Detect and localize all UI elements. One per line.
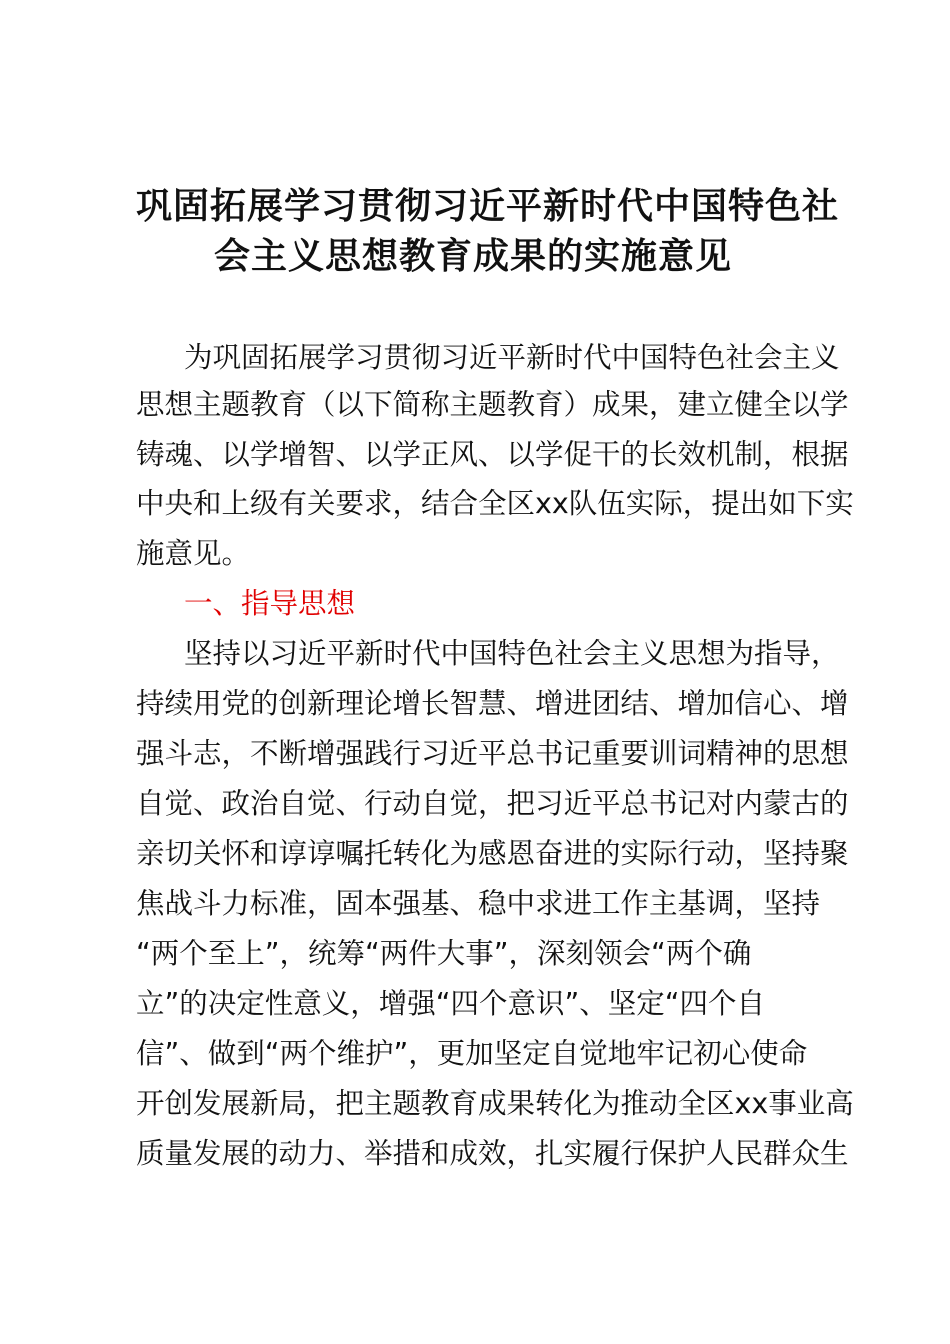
section-line-11: 质量发展的动力、举措和成效，扎实履行保护人民群众生 <box>136 1137 849 1170</box>
intro-line-4: 中央和上级有关要求，结合全区xx队伍实际，提出如下实 <box>136 487 854 520</box>
section-line-6: 焦战斗力标准，固本强基、稳中求进工作主基调，坚持 <box>136 887 821 920</box>
intro-line-5: 施意见。 <box>136 537 251 570</box>
intro-line-2: 思想主题教育（以下简称主题教育）成果，建立健全以学 <box>136 388 849 421</box>
section-line-10: 开创发展新局，把主题教育成果转化为推动全区xx事业高 <box>136 1087 854 1120</box>
document-title-line-2: 会主义思想教育成果的实施意见 <box>214 236 733 277</box>
intro-line-1: 为巩固拓展学习贯彻习近平新时代中国特色社会主义 <box>184 341 840 374</box>
section-heading: 一、指导思想 <box>184 587 356 620</box>
section-line-2: 持续用党的创新理论增长智慧、增进团结、增加信心、增 <box>136 687 849 720</box>
section-line-3: 强斗志，不断增强践行习近平总书记重要训词精神的思想 <box>136 737 849 770</box>
section-line-1: 坚持以习近平新时代中国特色社会主义思想为指导， <box>184 637 840 670</box>
section-line-8: 立”的决定性意义，增强“四个意识”、坚定“四个自 <box>136 987 766 1020</box>
section-line-4: 自觉、政治自觉、行动自觉，把习近平总书记对内蒙古的 <box>136 787 849 820</box>
document-title-line-1: 巩固拓展学习贯彻习近平新时代中国特色社 <box>136 186 840 227</box>
section-line-9: 信”、做到“两个维护”，更加坚定自觉地牢记初心使命 <box>136 1037 808 1070</box>
section-line-7: “两个至上”，统筹“两件大事”，深刻领会“两个确 <box>136 937 752 970</box>
section-line-5: 亲切关怀和谆谆嘱托转化为感恩奋进的实际行动，坚持聚 <box>136 837 849 870</box>
intro-line-3: 铸魂、以学增智、以学正风、以学促干的长效机制，根据 <box>136 438 849 471</box>
